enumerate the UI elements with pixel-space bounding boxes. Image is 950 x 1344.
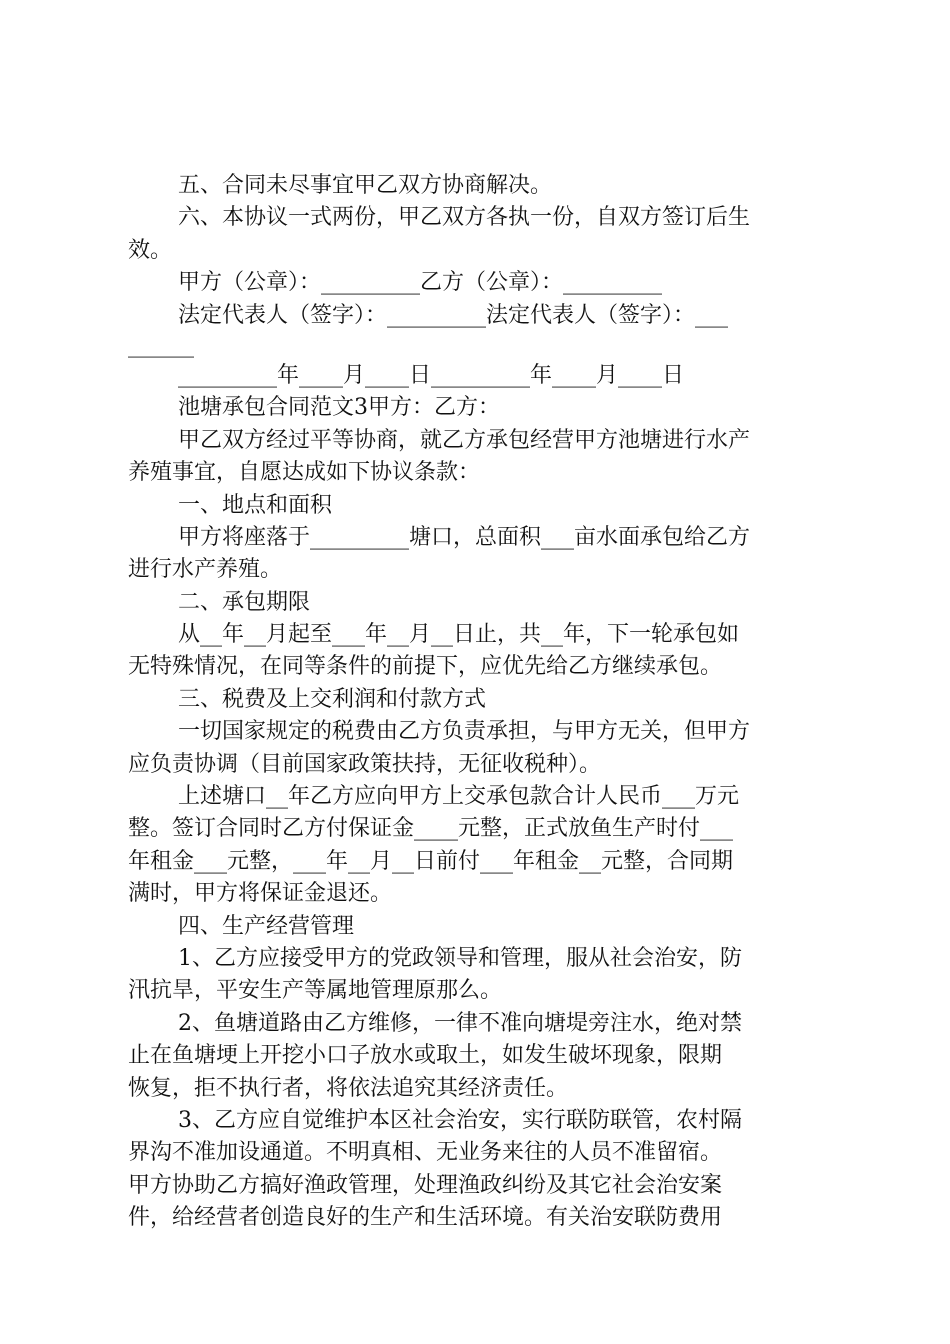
- contract-title: 池塘承包合同范文3甲方：乙方：: [178, 395, 500, 421]
- paragraph-line: 甲乙双方经过平等协商，就乙方承包经营甲方池塘进行水产: [178, 427, 751, 453]
- paragraph-line: 整。签订合同时乙方付保证金____元整，正式放鱼生产时付___: [128, 816, 734, 842]
- clause-5: 五、合同未尽事宜甲乙双方协商解决。: [178, 173, 553, 198]
- section-heading: 四、生产经营管理: [178, 913, 355, 939]
- paragraph-line: 上述塘口__年乙方应向甲方上交承包款合计人民币___万元: [178, 784, 740, 810]
- paragraph-line: 甲方协助乙方搞好渔政管理，处理渔政纠纷及其它社会治安案: [128, 1172, 723, 1198]
- seal-line: 甲方（公章）：_________乙方（公章）：_________: [178, 270, 663, 296]
- paragraph-line: 应负责协调（目前国家政策扶持，无征收税种）。: [128, 751, 602, 777]
- date-line: _________年____月____日_________年____月____日: [178, 362, 685, 388]
- representative-line-cont: ______: [128, 332, 194, 358]
- paragraph-line: 养殖事宜，自愿达成如下协议条款：: [128, 460, 481, 486]
- clause-6: 六、本协议一式两份，甲乙双方各执一份，自双方签订后生: [178, 205, 751, 231]
- paragraph-line: 满时，甲方将保证金退还。: [128, 881, 393, 907]
- paragraph-line: 进行水产养殖。: [128, 557, 283, 583]
- paragraph-line: 恢复，拒不执行者，将依法追究其经济责任。: [128, 1075, 569, 1101]
- paragraph-line: 从__年__月起至___年__月__日止，共__年，下一轮承包如: [178, 622, 740, 648]
- paragraph-line: 件，给经营者创造良好的生产和生活环境。有关治安联防费用: [128, 1205, 723, 1231]
- paragraph-line: 1、乙方应接受甲方的党政领导和管理，服从社会治安，防: [178, 945, 742, 971]
- paragraph-line: 年租金___元整，___年__月__日前付___年租金__元整，合同期: [128, 848, 734, 874]
- paragraph-line: 3、乙方应自觉维护本区社会治安，实行联防联管，农村隔: [178, 1107, 742, 1133]
- paragraph-line: 汛抗旱，平安生产等属地管理原那么。: [128, 978, 503, 1004]
- paragraph-line: 界沟不准加设通道。不明真相、无业务来往的人员不准留宿。: [128, 1140, 723, 1166]
- paragraph-line: 一切国家规定的税费由乙方负责承担，与甲方无关，但甲方: [178, 719, 751, 745]
- section-heading: 一、地点和面积: [178, 492, 333, 518]
- paragraph-line: 甲方将座落于_________塘口，总面积___亩水面承包给乙方: [178, 524, 751, 550]
- paragraph-line: 止在鱼塘埂上开挖小口子放水或取土，如发生破坏现象，限期: [128, 1043, 723, 1069]
- paragraph-line: 无特殊情况，在同等条件的前提下，应优先给乙方继续承包。: [128, 654, 723, 680]
- clause-6-cont: 效。: [128, 237, 173, 263]
- paragraph-line: 2、鱼塘道路由乙方维修，一律不准向塘堤旁注水，绝对禁: [178, 1010, 742, 1036]
- section-heading: 二、承包期限: [178, 589, 311, 615]
- representative-line: 法定代表人（签字）：_________法定代表人（签字）：___: [178, 302, 729, 328]
- document-page: [128, 170, 834, 1235]
- section-heading: 三、税费及上交利润和付款方式: [178, 686, 487, 712]
